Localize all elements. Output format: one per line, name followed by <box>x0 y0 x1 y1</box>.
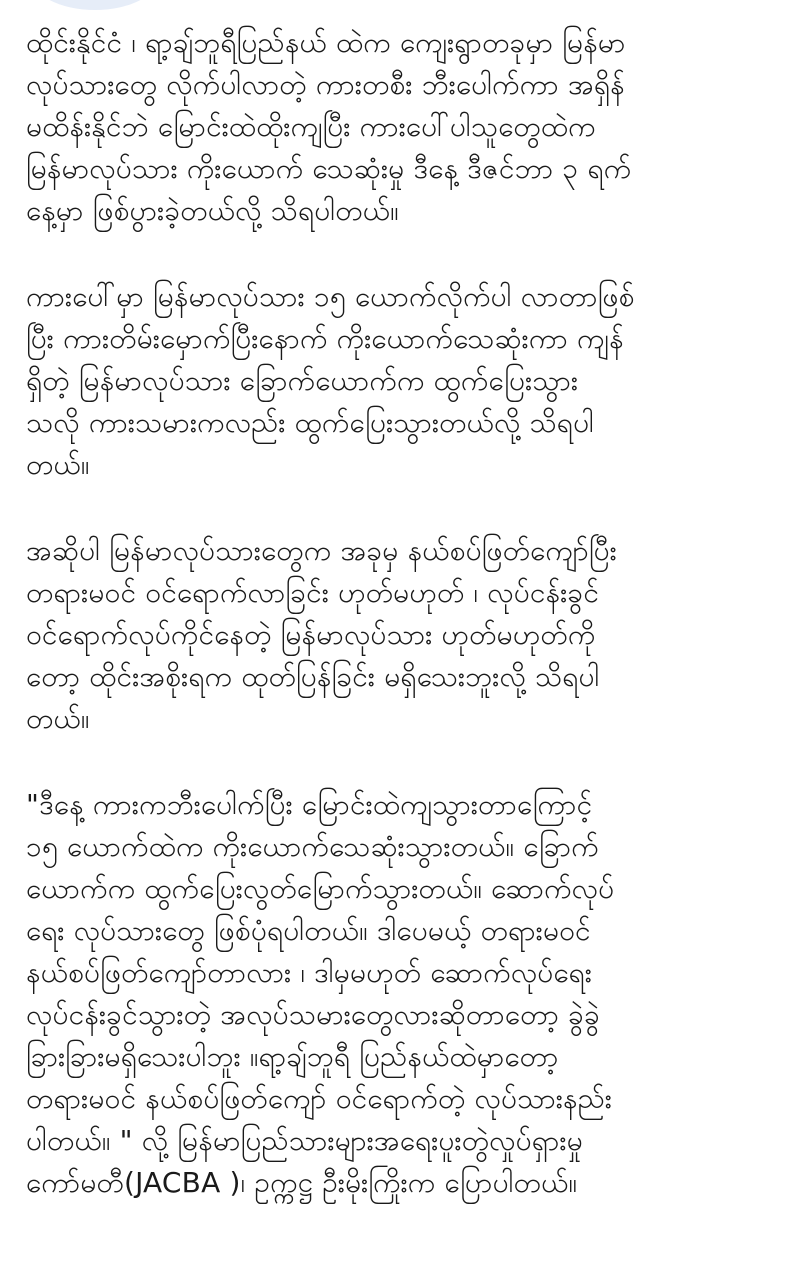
paragraph-line: တရားမဝင် ဝင်ရောက်လာခြင်း ဟုတ်မဟုတ် ၊ လုပ်ငန်းခွင် <box>26 576 600 609</box>
paragraph-line: ၁၅ ယောက်ထဲက ကိုးယောက်သေဆုံးသွားတယ်။ ခြောက် <box>26 830 599 863</box>
paragraph-line: မြန်မာလုပ်သား ကိုးယောက် သေဆုံးမှု ဒီနေ့ ဒီဇင်ဘာ ၃ ရက် <box>26 152 632 185</box>
paragraph-line: ဝင်ရောက်လုပ်ကိုင်နေတဲ့ မြန်မာလုပ်သား ဟုတ်မဟုတ်ကို <box>26 618 596 651</box>
paragraph-line: "ဒီနေ့ ကားကဘီးပေါက်ပြီး မြောင်းထဲကျသွားတာကြောင့် <box>26 788 593 821</box>
paragraph-line: တယ်။ <box>26 702 90 735</box>
paragraph-line: တော့ ထိုင်းအစိုးရက ထုတ်ပြန်ခြင်း မရှိသေးဘူးလို့ သိရပါ <box>26 660 600 693</box>
paragraph-line: ယောက်က ထွက်ပြေးလွတ်မြောက်သွားတယ်။ ဆောက်လုပ် <box>26 872 615 905</box>
paragraph-line: လုပ်ငန်းခွင်သွားတဲ့ အလုပ်သမားတွေလားဆိုတာတော့ ခွဲခွဲ <box>26 998 601 1031</box>
article-paragraph-1 <box>26 22 771 232</box>
paragraph-line: နေ့မှာ ဖြစ်ပွားခဲ့တယ်လို့ သိရပါတယ်။ <box>26 194 399 227</box>
paragraph-line: နယ်စပ်ဖြတ်ကျော်တာလား ၊ ဒါမှမဟုတ် ဆောက်လုပ်ရေး <box>26 956 593 989</box>
paragraph-line: တရားမဝင် နယ်စပ်ဖြတ်ကျော် ဝင်ရောက်တဲ့ လုပ်သားနည်း <box>26 1082 613 1115</box>
top-corner-decoration <box>30 0 160 10</box>
paragraph-line: ရှိတဲ့ မြန်မာလုပ်သား ခြောက်ယောက်က ထွက်ပြေးသွား <box>26 364 579 397</box>
paragraph-line: ခြားခြားမရှိသေးပါဘူး ။ရာ့ချ်ဘူရီ ပြည်နယ်ထဲမှာတော့ <box>26 1040 559 1073</box>
paragraph-line: ကားပေါ်မှာ မြန်မာလုပ်သား ၁၅ ယောက်လိုက်ပါ လာတာဖြစ် <box>26 280 635 313</box>
paragraph-line: အဆိုပါ မြန်မာလုပ်သားတွေက အခုမှ နယ်စပ်ဖြတ်ကျော်ပြီး <box>26 534 617 567</box>
paragraph-line: ပါတယ်။ " လို့ မြန်မာပြည်သားများအရေးပူးတွဲလှုပ်ရှားမှု <box>26 1124 583 1157</box>
paragraph-line: သလို ကားသမားကလည်း ထွက်ပြေးသွားတယ်လို့ သိရပါ <box>26 406 595 439</box>
news-article <box>26 22 771 1248</box>
paragraph-line: လုပ်သားတွေ လိုက်ပါလာတဲ့ ကားတစီး ဘီးပေါက်ကာ အရှိန် <box>26 68 625 101</box>
paragraph-line: ထိုင်းနိုင်ငံ ၊ ရာ့ချ်ဘူရီပြည်နယ် ထဲက ကျေးရွာတခုမှာ မြန်မာ <box>26 26 626 59</box>
paragraph-line: ပြီး ကားတိမ်းမှောက်ပြီးနောက် ကိုးယောက်သေဆုံးကာ ကျန် <box>26 322 624 355</box>
article-paragraph-4-quote <box>26 784 771 1204</box>
article-paragraph-2 <box>26 276 771 486</box>
article-paragraph-3 <box>26 530 771 740</box>
paragraph-line: ရေး လုပ်သားတွေ ဖြစ်ပုံရပါတယ်။ ဒါပေမယ့် တရားမဝင် <box>26 914 591 947</box>
paragraph-line: ကော်မတီ(JACBA )၊ ဥက္ကဋ္ဌ ဦးမိုးကြိုးက ပြောပါတယ်။ <box>26 1166 578 1199</box>
paragraph-line: တယ်။ <box>26 448 90 481</box>
paragraph-line: မထိန်းနိုင်ဘဲ မြောင်းထဲထိုးကျပြီး ကားပေါ်ပါသူတွေထဲက <box>26 110 596 143</box>
